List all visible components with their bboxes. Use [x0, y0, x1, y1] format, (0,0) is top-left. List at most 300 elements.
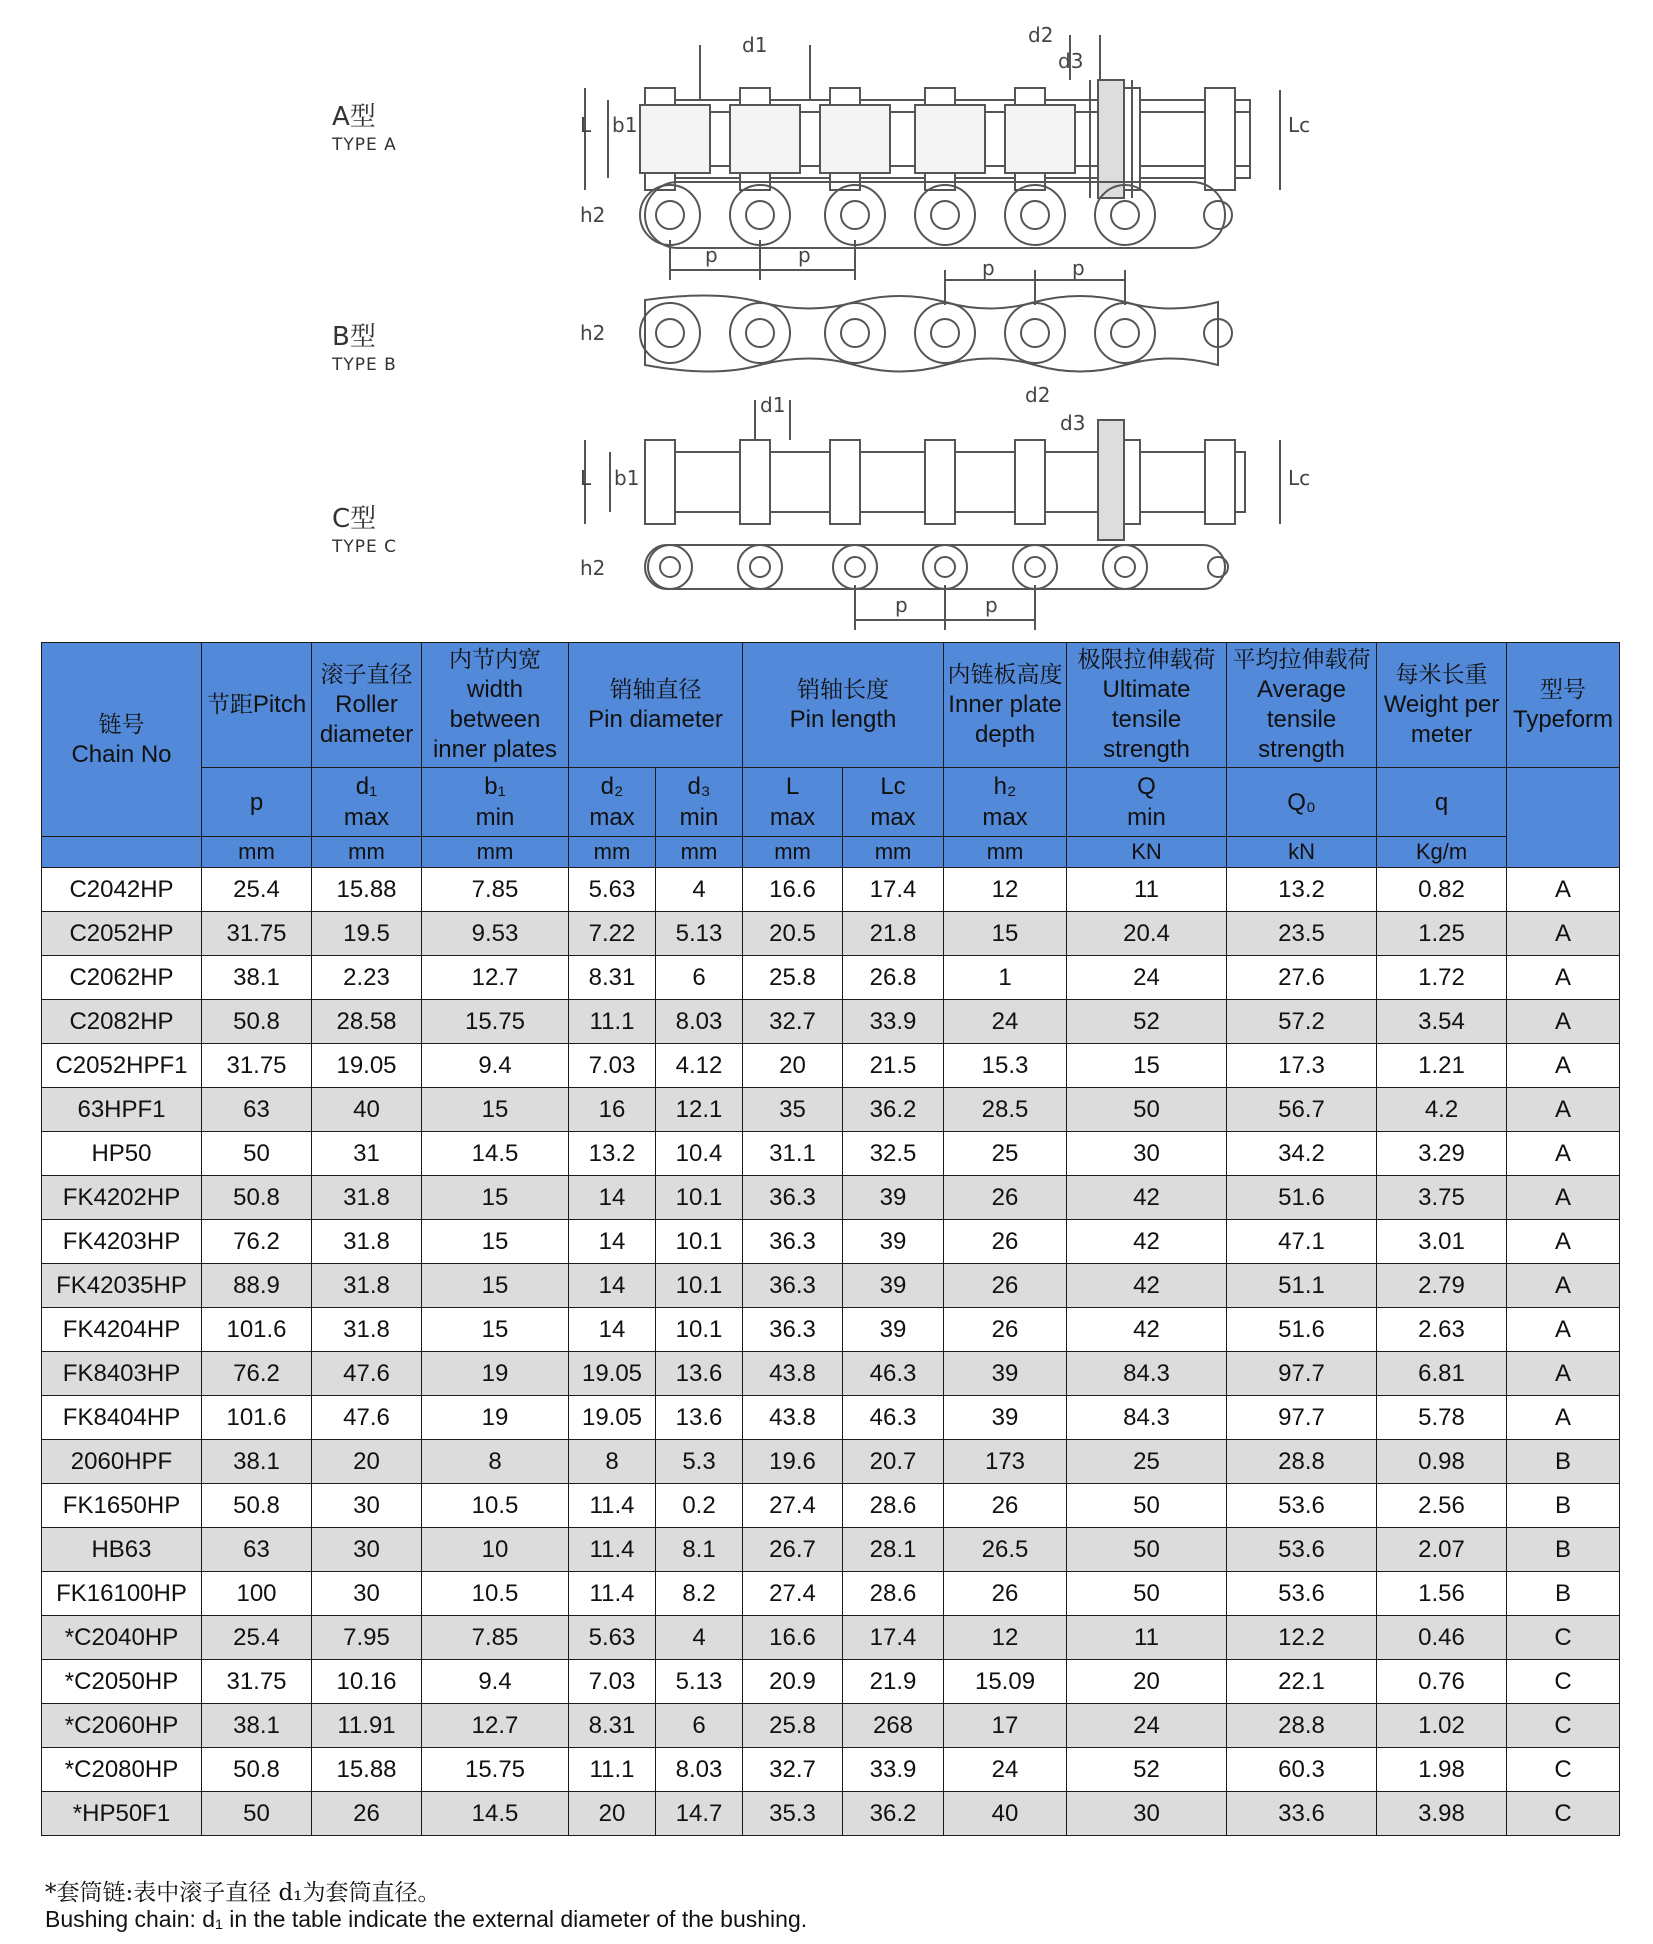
- table-cell: 33.9: [843, 1748, 944, 1792]
- table-cell: 15.09: [944, 1660, 1067, 1704]
- table-cell: 47.1: [1227, 1220, 1377, 1264]
- table-cell: 6.81: [1377, 1352, 1507, 1396]
- table-cell: 25.8: [743, 956, 843, 1000]
- table-cell: 24: [1067, 956, 1227, 1000]
- table-row: [42, 1748, 1620, 1792]
- header-average-en: Average tensile strength: [1257, 676, 1346, 763]
- table-cell: 52: [1067, 1000, 1227, 1044]
- table-cell: 31.75: [202, 1044, 312, 1088]
- table-cell: 101.6: [202, 1308, 312, 1352]
- dim-Lc-a: Lc: [1288, 113, 1311, 137]
- table-cell: 16: [569, 1088, 656, 1132]
- table-cell: 31.8: [312, 1176, 422, 1220]
- table-cell: 20.5: [743, 912, 843, 956]
- table-cell: 15: [422, 1264, 569, 1308]
- table-cell: 28.5: [944, 1088, 1067, 1132]
- dim-p-c1: p: [895, 593, 908, 617]
- table-cell: 27.4: [743, 1572, 843, 1616]
- header-average: [1227, 643, 1377, 768]
- table-cell: 32.7: [743, 1748, 843, 1792]
- table-cell: C: [1507, 1704, 1620, 1748]
- type-a-en: TYPE A: [332, 135, 397, 155]
- header-pin-length-cn: 销轴长度: [797, 677, 890, 703]
- type-b-en: TYPE B: [332, 355, 397, 375]
- table-cell: 39: [843, 1220, 944, 1264]
- dim-L-a: L: [580, 113, 592, 137]
- symbol-text: Q: [1137, 773, 1156, 800]
- header-type: [1507, 643, 1620, 768]
- unit-cell: mm: [843, 837, 944, 868]
- dim-d1-a: d1: [742, 33, 768, 57]
- table-cell: B: [1507, 1528, 1620, 1572]
- header-pin-length: [743, 643, 944, 768]
- table-cell: 36.2: [843, 1088, 944, 1132]
- note-cn: *套筒链:表中滚子直径 d₁为套筒直径。: [45, 1880, 441, 1906]
- header-pin-diameter: [569, 643, 743, 768]
- table-cell: 15: [1067, 1044, 1227, 1088]
- table-cell: 10.4: [656, 1132, 743, 1176]
- header-ultimate-en: Ultimate tensile strength: [1102, 676, 1191, 763]
- table-cell: 11.4: [569, 1484, 656, 1528]
- table-cell: 268: [843, 1704, 944, 1748]
- table-cell: 50.8: [202, 1484, 312, 1528]
- table-cell: 97.7: [1227, 1352, 1377, 1396]
- dim-d1-c: d1: [760, 393, 786, 417]
- unit-cell: mm: [202, 837, 312, 868]
- symbol-cell: [1227, 768, 1377, 837]
- table-cell: 0.2: [656, 1484, 743, 1528]
- table-cell: 8.31: [569, 1704, 656, 1748]
- header-pitch: [202, 643, 312, 768]
- table-cell: 14.5: [422, 1792, 569, 1836]
- table-cell: 20: [1067, 1660, 1227, 1704]
- table-cell: 11.1: [569, 1748, 656, 1792]
- table-cell: 5.13: [656, 1660, 743, 1704]
- chain-no-cell: C2052HP: [42, 912, 202, 956]
- symbol-qualifier: min: [679, 804, 719, 831]
- chain-no-cell: HB63: [42, 1528, 202, 1572]
- symbol-qualifier: max: [589, 804, 635, 831]
- chain-no-cell: C2082HP: [42, 1000, 202, 1044]
- table-row: [42, 912, 1620, 956]
- table-cell: 25.4: [202, 868, 312, 912]
- table-cell: 3.98: [1377, 1792, 1507, 1836]
- table-cell: 4: [656, 1616, 743, 1660]
- unit-cell: mm: [656, 837, 743, 868]
- table-cell: 8: [569, 1440, 656, 1484]
- table-cell: 52: [1067, 1748, 1227, 1792]
- table-cell: 7.22: [569, 912, 656, 956]
- chain-no-cell: C2052HPF1: [42, 1044, 202, 1088]
- table-cell: 42: [1067, 1220, 1227, 1264]
- header-weight-en: Weight per meter: [1383, 691, 1500, 748]
- table-cell: 32.7: [743, 1000, 843, 1044]
- table-cell: 60.3: [1227, 1748, 1377, 1792]
- chain-no-cell: 2060HPF: [42, 1440, 202, 1484]
- table-cell: B: [1507, 1440, 1620, 1484]
- table-cell: 6: [656, 1704, 743, 1748]
- table-row: [42, 1000, 1620, 1044]
- table-cell: 11.4: [569, 1572, 656, 1616]
- table-cell: 50.8: [202, 1176, 312, 1220]
- table-cell: 57.2: [1227, 1000, 1377, 1044]
- table-row: [42, 1572, 1620, 1616]
- table-cell: 31.8: [312, 1264, 422, 1308]
- type-c-cn: C型: [332, 504, 377, 534]
- table-cell: 14: [569, 1220, 656, 1264]
- table-cell: 12.7: [422, 1704, 569, 1748]
- chain-no-cell: FK1650HP: [42, 1484, 202, 1528]
- symbol-cell: [312, 768, 422, 837]
- header-ultimate: [1067, 643, 1227, 768]
- symbol-cell: [1377, 768, 1507, 837]
- table-cell: 6: [656, 956, 743, 1000]
- header-chain-no: [42, 643, 202, 837]
- table-cell: 24: [1067, 1704, 1227, 1748]
- table-cell: 33.6: [1227, 1792, 1377, 1836]
- table-cell: 14: [569, 1264, 656, 1308]
- table-cell: 84.3: [1067, 1396, 1227, 1440]
- table-cell: 50: [1067, 1484, 1227, 1528]
- header-average-cn: 平均拉伸载荷: [1232, 647, 1371, 673]
- symbol-cell: [743, 768, 843, 837]
- header-pin-diameter-en: Pin diameter: [588, 706, 723, 733]
- dim-h2-b: h2: [580, 321, 606, 345]
- table-cell: 2.63: [1377, 1308, 1507, 1352]
- type-c-en: TYPE C: [332, 537, 398, 557]
- table-cell: 50: [202, 1132, 312, 1176]
- table-cell: 31: [312, 1132, 422, 1176]
- table-cell: 30: [312, 1572, 422, 1616]
- table-cell: 39: [944, 1352, 1067, 1396]
- table-cell: 5.13: [656, 912, 743, 956]
- table-row: [42, 868, 1620, 912]
- chain-no-cell: *C2050HP: [42, 1660, 202, 1704]
- table-cell: 1: [944, 956, 1067, 1000]
- table-cell: 38.1: [202, 956, 312, 1000]
- chain-no-cell: FK8404HP: [42, 1396, 202, 1440]
- dim-p-a2: p: [798, 243, 811, 267]
- table-cell: C: [1507, 1792, 1620, 1836]
- symbol-qualifier: max: [343, 804, 390, 831]
- table-cell: 42: [1067, 1264, 1227, 1308]
- type-b-cn: B型: [332, 322, 376, 352]
- table-cell: 0.46: [1377, 1616, 1507, 1660]
- table-cell: A: [1507, 1396, 1620, 1440]
- table-row: [42, 1088, 1620, 1132]
- unit-cell: mm: [569, 837, 656, 868]
- table-row: [42, 1660, 1620, 1704]
- table-cell: 19.05: [569, 1352, 656, 1396]
- dim-p-a1: p: [705, 243, 718, 267]
- table-cell: 7.85: [422, 868, 569, 912]
- table-cell: 15.88: [312, 1748, 422, 1792]
- header-pitch-cn: 节距: [206, 692, 253, 718]
- table-cell: 42: [1067, 1176, 1227, 1220]
- chain-no-cell: *C2080HP: [42, 1748, 202, 1792]
- symbol-cell: [1067, 768, 1227, 837]
- symbol-text: Lc: [880, 773, 906, 800]
- table-cell: 8.2: [656, 1572, 743, 1616]
- table-cell: 5.63: [569, 1616, 656, 1660]
- unit-cell: KN: [1067, 837, 1227, 868]
- table-cell: 30: [1067, 1792, 1227, 1836]
- table-cell: 11: [1067, 1616, 1227, 1660]
- header-ultimate-cn: 极限拉伸载荷: [1077, 647, 1216, 673]
- chain-no-cell: FK42035HP: [42, 1264, 202, 1308]
- unit-cell-blank: [42, 837, 202, 868]
- header-pin-diameter-cn: 销轴直径: [609, 677, 702, 703]
- chain-no-cell: *C2060HP: [42, 1704, 202, 1748]
- table-cell: 33.9: [843, 1000, 944, 1044]
- symbol-cell: [944, 768, 1067, 837]
- table-cell: 13.6: [656, 1352, 743, 1396]
- header-type-en: Typeform: [1513, 706, 1614, 733]
- dim-p-c2: p: [985, 593, 998, 617]
- chain-diagram: [250, 0, 1360, 640]
- symbol-text: b₁: [484, 773, 506, 800]
- symbol-row: [42, 768, 1620, 837]
- table-cell: 53.6: [1227, 1528, 1377, 1572]
- table-cell: 50.8: [202, 1748, 312, 1792]
- table-cell: 12: [944, 868, 1067, 912]
- table-cell: 10.16: [312, 1660, 422, 1704]
- dim-p-b1: p: [982, 256, 995, 280]
- table-cell: 76.2: [202, 1220, 312, 1264]
- dim-L-c: L: [580, 466, 592, 490]
- header-inner-width: [422, 643, 569, 768]
- table-cell: A: [1507, 956, 1620, 1000]
- table-cell: 26: [944, 1176, 1067, 1220]
- header-roller: [312, 643, 422, 768]
- table-row: [42, 1484, 1620, 1528]
- table-cell: 17.3: [1227, 1044, 1377, 1088]
- symbol-qualifier: min: [475, 804, 515, 831]
- table-cell: 5.78: [1377, 1396, 1507, 1440]
- header-chain-no-en: Chain No: [71, 740, 172, 768]
- chain-no-cell: 63HPF1: [42, 1088, 202, 1132]
- table-cell: 26.8: [843, 956, 944, 1000]
- table-cell: 40: [312, 1088, 422, 1132]
- unit-cell: mm: [422, 837, 569, 868]
- chain-no-cell: *HP50F1: [42, 1792, 202, 1836]
- table-cell: A: [1507, 1044, 1620, 1088]
- table-cell: 2.79: [1377, 1264, 1507, 1308]
- table-cell: 17.4: [843, 868, 944, 912]
- table-cell: 25: [1067, 1440, 1227, 1484]
- type-b-side-view: [580, 256, 1232, 372]
- table-cell: 30: [1067, 1132, 1227, 1176]
- type-a-top-view: [580, 23, 1310, 198]
- table-cell: 1.25: [1377, 912, 1507, 956]
- table-cell: 39: [944, 1396, 1067, 1440]
- table-cell: 11.4: [569, 1528, 656, 1572]
- table-cell: 84.3: [1067, 1352, 1227, 1396]
- table-cell: A: [1507, 912, 1620, 956]
- dim-d3-a: d3: [1058, 49, 1084, 73]
- table-cell: 15: [422, 1088, 569, 1132]
- table-cell: 26: [312, 1792, 422, 1836]
- table-cell: 9.4: [422, 1660, 569, 1704]
- table-cell: 15: [422, 1308, 569, 1352]
- symbol-text: L: [785, 773, 800, 800]
- table-cell: 5.63: [569, 868, 656, 912]
- header-inner-width-cn: 内节内宽: [449, 647, 541, 673]
- table-cell: 12.7: [422, 956, 569, 1000]
- note-en: Bushing chain: d₁ in the table indicate the external diameter of the bushing.: [45, 1906, 808, 1932]
- table-cell: A: [1507, 1308, 1620, 1352]
- table-cell: 11: [1067, 868, 1227, 912]
- table-cell: 20: [743, 1044, 843, 1088]
- dim-h2-a: h2: [580, 203, 606, 227]
- symbol-text: d₂: [600, 773, 624, 800]
- table-cell: 35: [743, 1088, 843, 1132]
- table-cell: 13.2: [1227, 868, 1377, 912]
- table-cell: 28.58: [312, 1000, 422, 1044]
- table-cell: 76.2: [202, 1352, 312, 1396]
- table-cell: 10.1: [656, 1220, 743, 1264]
- table-cell: 63: [202, 1088, 312, 1132]
- table-cell: 24: [944, 1000, 1067, 1044]
- table-cell: 8.1: [656, 1528, 743, 1572]
- type-c-side-view: [580, 545, 1228, 630]
- dim-h2-c: h2: [580, 556, 606, 580]
- table-cell: 16.6: [743, 1616, 843, 1660]
- table-cell: 40: [944, 1792, 1067, 1836]
- table-cell: A: [1507, 1264, 1620, 1308]
- header-plate-depth-cn: 内链板高度: [947, 662, 1063, 688]
- table-cell: 36.3: [743, 1176, 843, 1220]
- table-cell: 31.1: [743, 1132, 843, 1176]
- symbol-cell: [569, 768, 656, 837]
- chain-no-cell: FK4203HP: [42, 1220, 202, 1264]
- table-cell: 10.1: [656, 1264, 743, 1308]
- table-cell: 51.6: [1227, 1308, 1377, 1352]
- table-cell: 39: [843, 1264, 944, 1308]
- table-cell: 15: [422, 1176, 569, 1220]
- table-row: [42, 1220, 1620, 1264]
- table-row: [42, 1132, 1620, 1176]
- table-cell: 31.75: [202, 1660, 312, 1704]
- symbol-qualifier: min: [1127, 804, 1166, 831]
- table-cell: 4: [656, 868, 743, 912]
- table-row: [42, 1308, 1620, 1352]
- table-cell: 47.6: [312, 1396, 422, 1440]
- table-cell: 10: [422, 1528, 569, 1572]
- unit-cell: Kg/m: [1377, 837, 1507, 868]
- table-cell: A: [1507, 868, 1620, 912]
- table-cell: 50: [1067, 1088, 1227, 1132]
- table-cell: 5.3: [656, 1440, 743, 1484]
- table-cell: 26: [944, 1572, 1067, 1616]
- table-cell: 38.1: [202, 1704, 312, 1748]
- type-c-top-view: [580, 383, 1310, 540]
- table-cell: 17: [944, 1704, 1067, 1748]
- table-cell: 53.6: [1227, 1572, 1377, 1616]
- unit-cell: mm: [743, 837, 843, 868]
- table-row: [42, 1396, 1620, 1440]
- table-cell: 34.2: [1227, 1132, 1377, 1176]
- symbol-text: d₃: [687, 773, 711, 800]
- table-row: [42, 1440, 1620, 1484]
- table-cell: 26.7: [743, 1528, 843, 1572]
- table-cell: 7.03: [569, 1660, 656, 1704]
- table-cell: 10.1: [656, 1308, 743, 1352]
- table-cell: 31.8: [312, 1220, 422, 1264]
- table-cell: 19.05: [569, 1396, 656, 1440]
- table-cell: 97.7: [1227, 1396, 1377, 1440]
- table-cell: 8.03: [656, 1000, 743, 1044]
- table-cell: 28.6: [843, 1572, 944, 1616]
- table-cell: 14: [569, 1176, 656, 1220]
- unit-cell: mm: [944, 837, 1067, 868]
- dim-b1-c: b1: [614, 466, 640, 490]
- table-cell: 39: [843, 1308, 944, 1352]
- table-cell: 36.3: [743, 1220, 843, 1264]
- table-cell: A: [1507, 1000, 1620, 1044]
- symbol-cell: [656, 768, 743, 837]
- table-cell: 12.2: [1227, 1616, 1377, 1660]
- table-cell: 15: [944, 912, 1067, 956]
- table-cell: 28.1: [843, 1528, 944, 1572]
- table-cell: 35.3: [743, 1792, 843, 1836]
- table-row: [42, 1528, 1620, 1572]
- table-cell: 26: [944, 1220, 1067, 1264]
- table-cell: 15.88: [312, 868, 422, 912]
- table-cell: 12.1: [656, 1088, 743, 1132]
- chain-no-cell: FK8403HP: [42, 1352, 202, 1396]
- table-cell: 25.4: [202, 1616, 312, 1660]
- header-pin-length-en: Pin length: [789, 706, 897, 733]
- table-cell: 27.6: [1227, 956, 1377, 1000]
- table-cell: 11.1: [569, 1000, 656, 1044]
- table-cell: 14.7: [656, 1792, 743, 1836]
- symbol-text: h₂: [993, 773, 1017, 800]
- table-cell: 1.72: [1377, 956, 1507, 1000]
- table-cell: 50: [202, 1792, 312, 1836]
- header-roller-cn: 滚子直径: [320, 662, 413, 688]
- table-cell: 1.98: [1377, 1748, 1507, 1792]
- table-cell: 4.12: [656, 1044, 743, 1088]
- table-cell: 7.03: [569, 1044, 656, 1088]
- header-plate-depth-en: Inner plate depth: [948, 691, 1062, 748]
- chain-no-cell: C2042HP: [42, 868, 202, 912]
- table-cell: 13.6: [656, 1396, 743, 1440]
- symbol-text: d₁: [355, 773, 378, 800]
- unit-cell: mm: [312, 837, 422, 868]
- chain-no-cell: *C2040HP: [42, 1616, 202, 1660]
- header-weight: [1377, 643, 1507, 768]
- table-cell: 15.75: [422, 1000, 569, 1044]
- table-cell: 19: [422, 1396, 569, 1440]
- table-cell: 30: [312, 1484, 422, 1528]
- chain-no-cell: FK4204HP: [42, 1308, 202, 1352]
- table-cell: 88.9: [202, 1264, 312, 1308]
- table-cell: 10.1: [656, 1176, 743, 1220]
- table-cell: 53.6: [1227, 1484, 1377, 1528]
- table-cell: 46.3: [843, 1352, 944, 1396]
- table-cell: 31.8: [312, 1308, 422, 1352]
- table-cell: 51.6: [1227, 1176, 1377, 1220]
- table-cell: 21.8: [843, 912, 944, 956]
- table-cell: 23.5: [1227, 912, 1377, 956]
- header-inner-width-en: width between inner plates: [432, 676, 558, 763]
- table-row: [42, 1264, 1620, 1308]
- table-cell: 26.5: [944, 1528, 1067, 1572]
- table-cell: 36.3: [743, 1308, 843, 1352]
- table-cell: 19: [422, 1352, 569, 1396]
- table-cell: 20: [312, 1440, 422, 1484]
